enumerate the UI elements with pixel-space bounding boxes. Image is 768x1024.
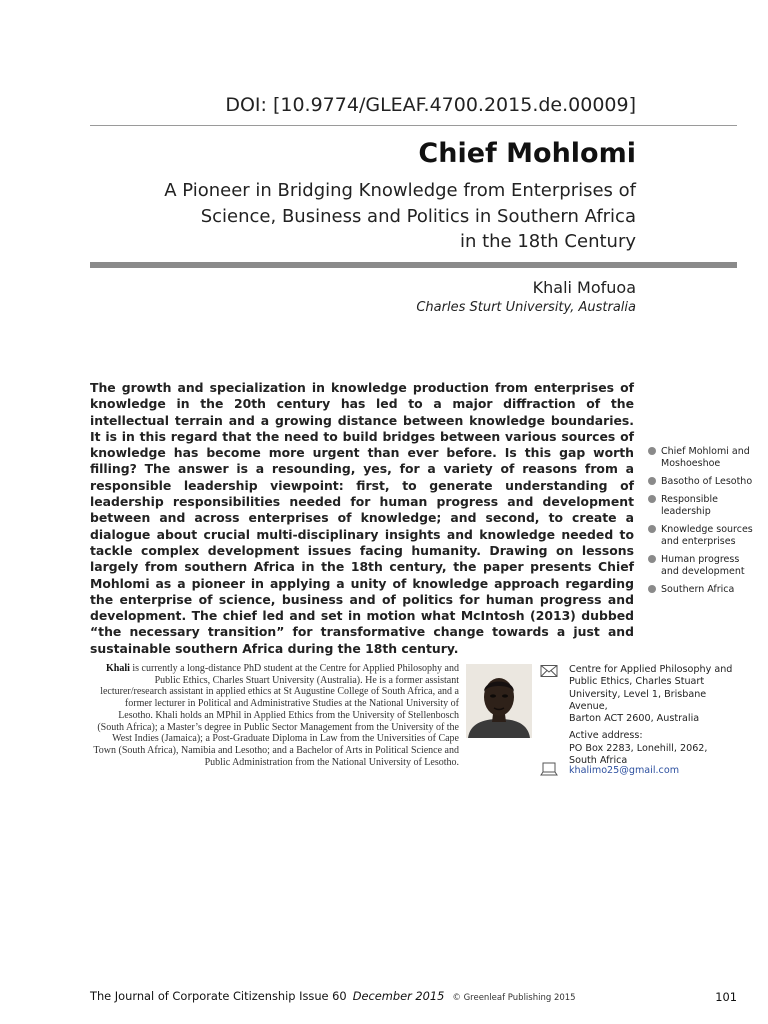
- address-line: PO Box 2283, Lonehill, 2062,: [569, 742, 708, 754]
- address-line: Barton ACT 2600, Australia: [569, 713, 700, 725]
- subtitle-line: A Pioneer in Bridging Knowledge from Enterprises of: [164, 180, 636, 201]
- bullet-icon: [648, 447, 656, 455]
- keyword-list: [648, 446, 758, 602]
- page-number: 101: [715, 990, 737, 1004]
- author-name: Khali Mofuoa: [532, 278, 636, 297]
- active-address-label: Active address:: [569, 730, 643, 742]
- keyword-item: [648, 524, 758, 548]
- author-portrait-image: [466, 664, 532, 738]
- author-affiliation: Charles Sturt University, Australia: [416, 300, 636, 315]
- title-rule: [90, 262, 737, 268]
- article-subtitle: [76, 178, 636, 255]
- keyword-text: Basotho of Lesotho: [661, 476, 753, 487]
- author-photo: [466, 664, 532, 738]
- keyword-item: [648, 446, 758, 470]
- keyword-text: Southern Africa: [661, 584, 735, 595]
- article-title: Chief Mohlomi: [418, 138, 636, 169]
- bullet-icon: [648, 585, 656, 593]
- keyword-text: Human progress and development: [661, 554, 745, 577]
- bullet-icon: [648, 525, 656, 533]
- bullet-icon: [648, 555, 656, 563]
- keyword-item: [648, 584, 758, 596]
- address-line: Centre for Applied Philosophy and: [569, 664, 733, 675]
- page-footer: [90, 989, 576, 1003]
- contact-address: [569, 664, 739, 767]
- bio-name: Khali: [105, 663, 130, 674]
- keyword-text: Responsible leadership: [661, 494, 718, 517]
- keyword-text: Chief Mohlomi and Moshoeshoe: [661, 446, 750, 469]
- keyword-item: [648, 494, 758, 518]
- subtitle-line: in the 18th Century: [459, 231, 636, 252]
- copyright: © Greenleaf Publishing 2015: [452, 993, 576, 1003]
- contact-email-link[interactable]: khalimo25@gmail.com: [569, 765, 680, 776]
- address-line: South Africa: [569, 755, 628, 767]
- issue-date: December 2015: [352, 989, 445, 1003]
- address-line: University, Level 1, Brisbane Avenue,: [569, 688, 707, 712]
- header-rule: [90, 125, 737, 126]
- bullet-icon: [648, 495, 656, 503]
- keyword-item: [648, 476, 758, 488]
- bullet-icon: [648, 477, 656, 485]
- address-line: Public Ethics, Charles Stuart: [569, 676, 705, 688]
- envelope-icon: [540, 664, 558, 678]
- doi: DOI: [10.9774/GLEAF.4700.2015.de.00009]: [225, 94, 636, 116]
- journal-name: The Journal of Corporate Citizenship Issue 60: [90, 989, 347, 1003]
- keyword-item: [648, 554, 758, 578]
- subtitle-line: Science, Business and Politics in Southern Africa: [200, 205, 636, 227]
- author-bio: [92, 663, 459, 768]
- abstract: The growth and specialization in knowledge production from enterprises of knowledge in the 20th century has led to a major diffraction of the intellectual terrain and a growing distance between knowledge boundaries. It is in this regard that the need to build bridges between various sources of knowledge has become more urgent than ever before. Is this gap worth filling? The answer is a resounding, yes, for a variety of reasons from a responsible leadership viewpoint: first, to generate understanding of leadership responsibilities needed for human progress and development between and across enterprises of knowledge; and second, to create a dialogue about crucial multi-disciplinary insights and knowledge needed to tackle complex development issues facing humanity. Drawing on lessons largely from southern Africa in the 18th century, the paper presents Chief Mohlomi as a pioneer in applying a unity of knowledge approach regarding the enterprise of science, business and of politics for human progress and development. The chief led and set in motion what McIntosh (2013) dubbed “the necessary transition” for transformative change towards a just and sustainable southern Africa during the 18th century.: [90, 380, 634, 656]
- bio-text: is currently a long-distance PhD student at the Centre for Applied Philosophy and Public Ethics, Charles Stuart University (Australia). He is a former assistant lecturer/research assistant in applied ethics at St Augustine College of South Africa, and a former lecturer in Political and Administrative Studies at the National University of Lesotho. Khali holds an MPhil in Applied Ethics from the University of Stellenbosch (South Africa); a Master’s degree in Public Sector Management from the University of the West Indies (Jamaica); a Post-Graduate Diploma in Law from the Universities of Cape Town (South Africa), Namibia and Lesotho; and a Bachelor of Arts in Political Science and Public Administration from the National University of Lesotho.: [93, 663, 459, 768]
- keyword-text: Knowledge sources and enterprises: [661, 524, 753, 547]
- computer-icon: [540, 762, 558, 776]
